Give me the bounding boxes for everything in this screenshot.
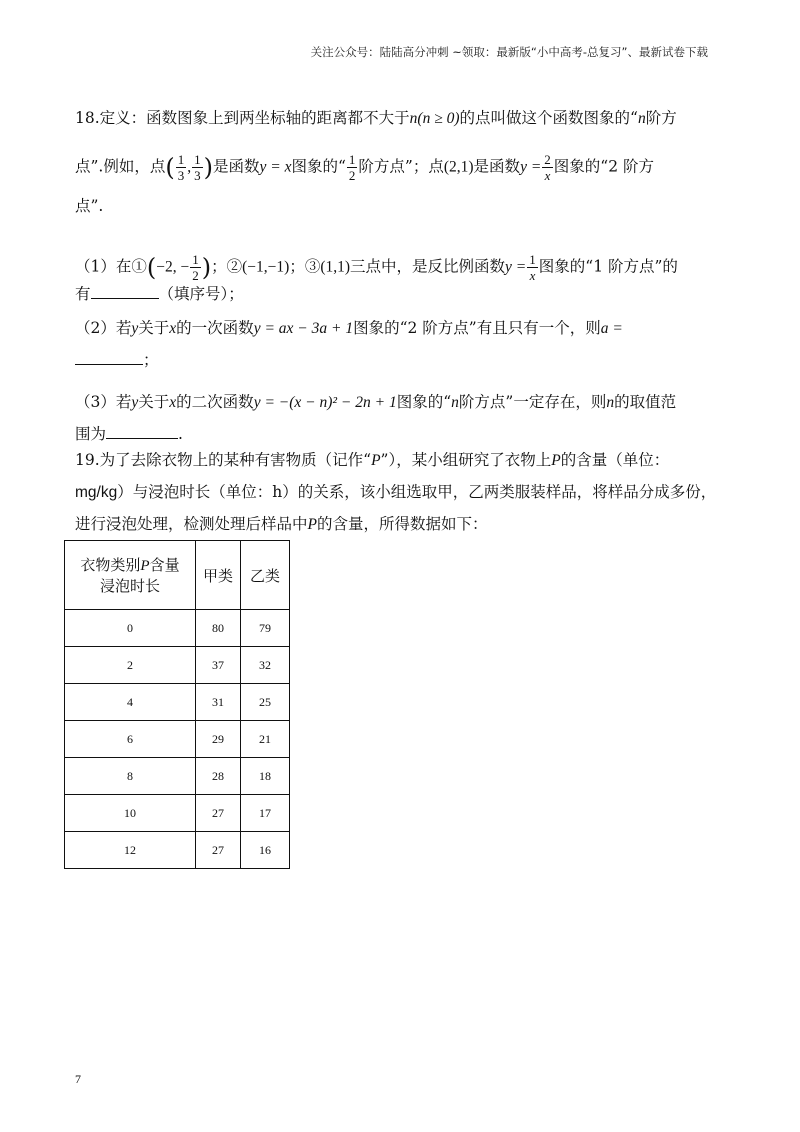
unit-label: mg/kg	[75, 484, 118, 501]
q18-part2-line2	[75, 350, 725, 370]
answer-blank[interactable]	[91, 284, 159, 299]
math-y-eq-x: y = x	[259, 158, 292, 176]
q18-part3	[75, 392, 725, 413]
cell-jia: 28	[196, 758, 241, 795]
denominator: 2	[348, 168, 356, 183]
header-cell-jia: 甲类	[196, 541, 241, 610]
cell-yi: 25	[241, 684, 290, 721]
q19-line3	[75, 514, 725, 535]
q19-line1	[75, 450, 725, 471]
text: 点”.例如，点	[75, 157, 166, 176]
table-row	[65, 610, 290, 647]
denominator: 2	[192, 268, 199, 283]
cell-jia: 37	[196, 647, 241, 684]
answer-blank[interactable]	[75, 350, 143, 365]
math-P: P	[140, 558, 150, 574]
text: 18.定义：函数图象上到两坐标轴的距离都不大于	[75, 109, 410, 127]
text: 19.为了去除衣物上的某种有害物质（记作“	[75, 451, 372, 469]
text: ）与浸泡时长（单位：h）的关系，该小组选取甲，乙两类服装样品，将样品分成多份，	[117, 483, 717, 501]
header-line: 浸泡时长	[99, 577, 160, 595]
fraction-one-half	[347, 152, 358, 183]
cell-yi: 16	[241, 832, 290, 869]
text: ；②	[211, 257, 243, 276]
fraction-one-half	[190, 252, 201, 283]
answer-blank[interactable]	[106, 424, 178, 439]
paren-close: )	[203, 153, 213, 182]
math-y-eq: y =	[520, 158, 542, 176]
text: 是函数	[212, 157, 260, 176]
text: ”），某小组研究了衣物上	[380, 451, 552, 469]
table-row	[65, 721, 290, 758]
math-linear-function: y = ax − 3a + 1	[253, 320, 354, 337]
table-row	[65, 795, 290, 832]
math-point: (−1,−1)	[242, 258, 290, 276]
q18-part1	[75, 252, 725, 283]
cell-duration: 0	[65, 610, 196, 647]
paren-close: )	[201, 253, 212, 282]
text: （1）在①	[75, 257, 147, 276]
text: ；	[143, 351, 159, 369]
math-x: x	[169, 394, 177, 411]
text: 图象的“2 阶方	[553, 157, 654, 176]
numerator: 2	[544, 152, 551, 167]
comma: ,	[187, 158, 192, 176]
cell-yi: 18	[241, 758, 290, 795]
table-row	[65, 832, 290, 869]
text: 的含量，所得数据如下：	[316, 515, 488, 533]
text: 的含量（单位：	[560, 451, 670, 469]
table-row	[65, 758, 290, 795]
cell-duration: 4	[65, 684, 196, 721]
q18-line2	[75, 152, 725, 183]
cell-yi: 32	[241, 647, 290, 684]
math-y: y	[131, 320, 139, 337]
text: 图象的“2 阶方点”有且只有一个，则	[353, 319, 601, 337]
text: 衣物类别	[80, 556, 141, 574]
text: 的二次函数	[176, 393, 254, 411]
table-row	[65, 647, 290, 684]
text: 阶方点”一定存在，则	[458, 393, 607, 411]
math-point: (1,1)	[320, 258, 351, 276]
page-number: 7	[75, 1072, 81, 1086]
text: 阶方	[645, 109, 677, 127]
text: （填序号）；	[158, 285, 244, 303]
q18-part1-line2	[75, 284, 725, 304]
numerator: 1	[194, 152, 201, 167]
q19-line2	[75, 482, 725, 503]
header-cell-category	[65, 541, 196, 610]
text: 含量	[149, 556, 180, 574]
math-n: n	[451, 394, 459, 411]
text: 的取值范	[614, 393, 677, 411]
fraction-one-third	[192, 152, 203, 183]
page-header: 关注公众号：陆陆高分冲刺 ~领取：最新版“小中高考-总复习”、最新试卷下载	[310, 45, 708, 59]
q18-line1	[75, 108, 725, 129]
text: 图象的“1 阶方点”的	[538, 257, 678, 276]
text: 图象的“	[291, 157, 346, 176]
denominator: x	[529, 268, 536, 283]
text: （2）若	[75, 319, 132, 337]
cell-jia: 29	[196, 721, 241, 758]
math-P: P	[371, 452, 381, 469]
text: （3）若	[75, 393, 132, 411]
paren-open: (	[146, 253, 157, 282]
text: 的点叫做这个函数图象的“	[459, 109, 638, 127]
math-n: n	[606, 394, 615, 411]
math-point-part: −2, −	[156, 258, 190, 276]
text: .	[178, 425, 183, 443]
math-quadratic-function: y = −(x − n)² − 2n + 1	[253, 394, 397, 411]
denominator: x	[544, 168, 551, 183]
header-cell-yi: 乙类	[241, 541, 290, 610]
paren-open: (	[165, 153, 175, 182]
cell-duration: 2	[65, 647, 196, 684]
table-row	[65, 684, 290, 721]
fraction-two-over-x	[542, 152, 553, 183]
q18-part3-line2	[75, 424, 725, 444]
text: 有	[75, 285, 91, 303]
cell-yi: 21	[241, 721, 290, 758]
q18-part2	[75, 318, 725, 339]
text: 是函数	[473, 157, 521, 176]
header-line	[66, 554, 194, 575]
text: 围为	[75, 425, 107, 443]
numerator: 1	[529, 252, 536, 267]
cell-duration: 6	[65, 721, 196, 758]
fraction-one-over-x	[527, 252, 538, 283]
math-n: n	[637, 110, 646, 127]
text: 阶方点”；点	[358, 157, 444, 176]
cell-jia: 27	[196, 832, 241, 869]
cell-yi: 17	[241, 795, 290, 832]
cell-jia: 27	[196, 795, 241, 832]
text: 关于	[138, 319, 170, 337]
text: 图象的“	[396, 393, 452, 411]
cell-yi: 79	[241, 610, 290, 647]
cell-duration: 12	[65, 832, 196, 869]
cell-jia: 31	[196, 684, 241, 721]
denominator: 3	[177, 168, 185, 183]
table-header-row	[65, 541, 290, 610]
cell-jia: 80	[196, 610, 241, 647]
numerator: 1	[348, 152, 356, 167]
math-n-condition: n(n ≥ 0)	[409, 110, 460, 127]
text: 关于	[138, 393, 170, 411]
math-x: x	[169, 320, 177, 337]
text: 的一次函数	[176, 319, 254, 337]
numerator: 1	[192, 252, 199, 267]
denominator: 3	[194, 168, 201, 183]
text: 进行浸泡处理，检测处理后样品中	[75, 515, 308, 533]
fraction-one-third	[176, 152, 187, 183]
cell-duration: 8	[65, 758, 196, 795]
math-P: P	[551, 452, 561, 469]
table-body	[65, 610, 290, 869]
numerator: 1	[177, 152, 185, 167]
cell-duration: 10	[65, 795, 196, 832]
math-P: P	[307, 516, 317, 533]
math-point: (2,1)	[443, 158, 474, 176]
q18-line3: 点”.	[75, 197, 104, 215]
data-table	[64, 540, 290, 869]
text: ；③	[289, 257, 321, 276]
text: 三点中，是反比例函数	[350, 257, 506, 276]
math-y-eq: y =	[505, 258, 527, 276]
math-y: y	[131, 394, 139, 411]
math-a-eq: a =	[600, 320, 623, 337]
